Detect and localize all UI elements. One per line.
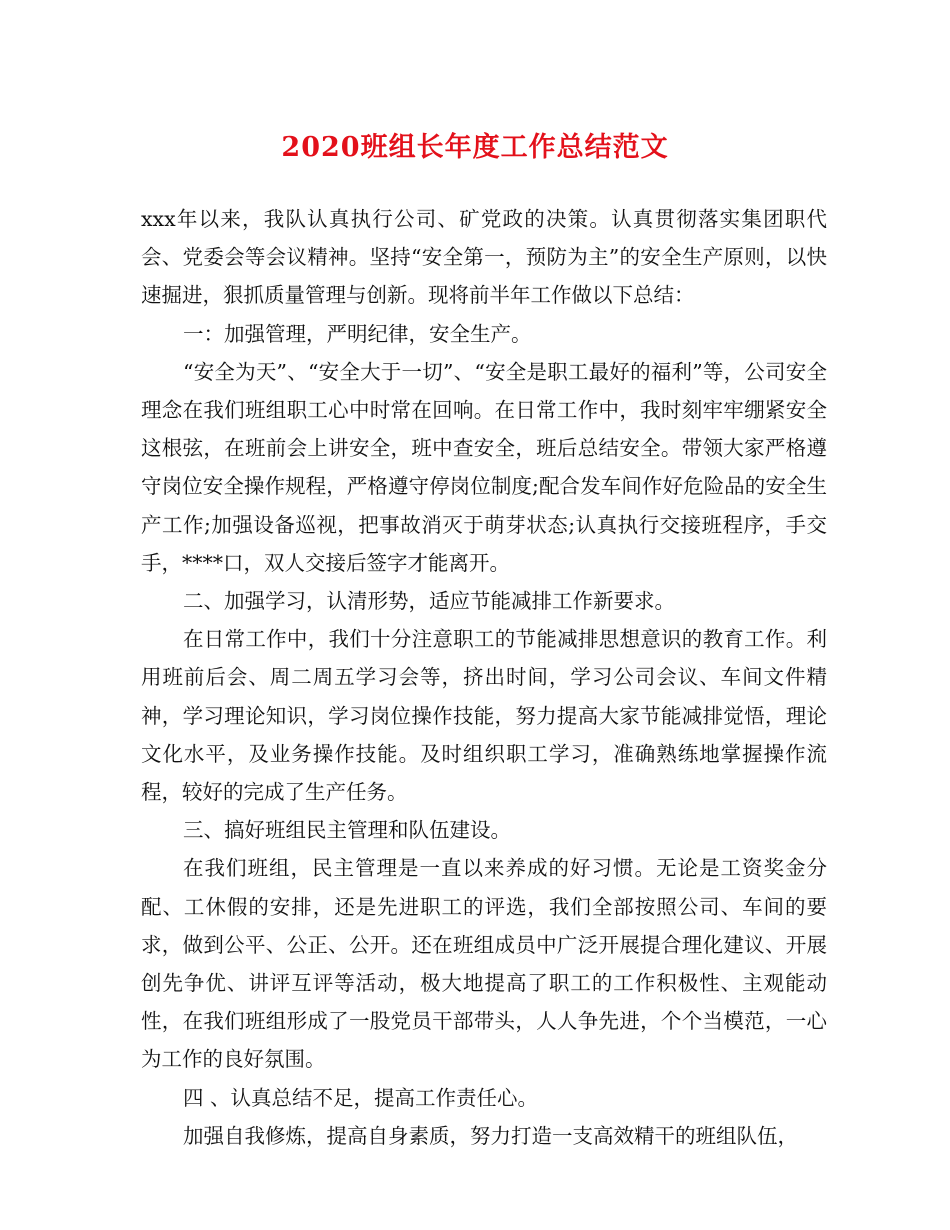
document-body (141, 200, 827, 1155)
section-heading-4: 四 、认真总结不足，提高工作责任心。 (183, 1085, 539, 1110)
section-heading-3: 三、搞好班组民主管理和队伍建设。 (183, 818, 511, 843)
paragraph-study: 在日常工作中，我们十分注意职工的节能减排思想意识的教育工作。利用班前后会、周二周五学习会等，挤出时间，学习公司会议、车间文件精神，学习理论知识，学习岗位操作技能，努力提高大家节能减排觉悟，理论文化水平，及业务操作技能。及时组织职工学习，准确熟练地掌握操作流程，较好的完成了生产任务。 (141, 627, 827, 805)
paragraph-safety: “安全为天”、“安全大于一切”、“安全是职工最好的福利”等，公司安全理念在我们班组职工心中时常在回响。在日常工作中，我时刻牢牢绷紧安全这根弦，在班前会上讲安全，班中查安全，班后总结安全。带领大家严格遵守岗位安全操作规程，严格遵守停岗位制度;配合发车间作好危险品的安全生产工作;加强设备巡视，把事故消灭于萌芽状态;认真执行交接班程序，手交手，****口，双人交接后签字才能离开。 (141, 359, 827, 575)
document-title: 2020班组长年度工作总结范文 (281, 132, 669, 163)
section-heading-2: 二、加强学习，认清形势，适应节能减排工作新要求。 (183, 589, 675, 614)
paragraph-democracy: 在我们班组，民主管理是一直以来养成的好习惯。无论是工资奖金分配、工休假的安排，还是先进职工的评选，我们全部按照公司、车间的要求，做到公平、公正、公开。还在班组成员中广泛开展提合理化建议、开展创先争优、讲评互评等活动，极大地提高了职工的工作积极性、主观能动性，在我们班组形成了一股党员干部带头，人人争先进，个个当模范，一心为工作的良好氛围。 (141, 856, 827, 1072)
paragraph-self-improvement: 加强自我修炼，提高自身素质，努力打造一支高效精干的班组队伍， (183, 1123, 798, 1148)
paragraph-intro: xxx年以来，我队认真执行公司、矿党政的决策。认真贯彻落实集团职代会、党委会等会议精神。坚持“安全第一，预防为主”的安全生产原则，以快速掘进，狠抓质量管理与创新。现将前半年工作做以下总结： (141, 207, 827, 308)
section-heading-1: 一：加强管理，严明纪律，安全生产。 (183, 321, 532, 346)
